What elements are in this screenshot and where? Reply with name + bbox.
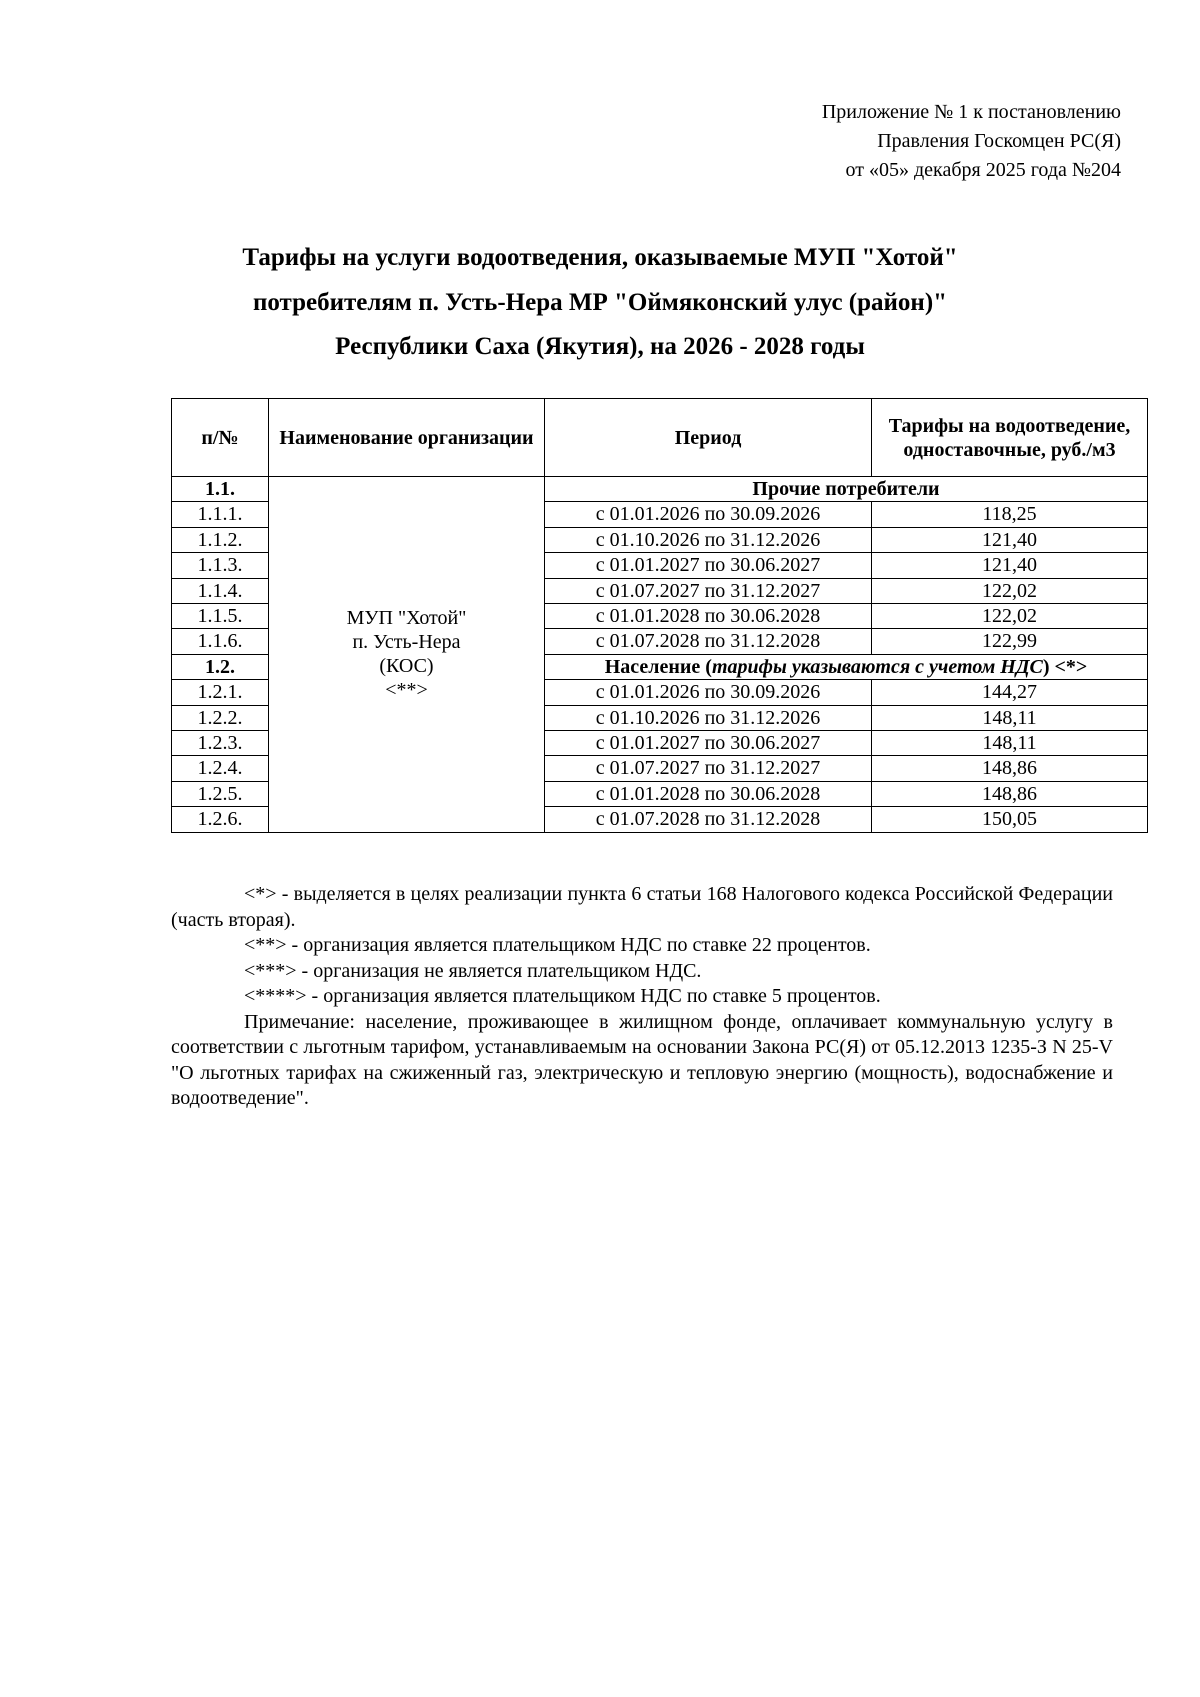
row-num: 1.2.3. [172, 731, 269, 756]
group-label: Прочие потребители [545, 477, 1148, 502]
group-label [545, 654, 1148, 679]
row-value: 122,02 [872, 604, 1148, 629]
row-value: 121,40 [872, 527, 1148, 552]
footnotes [171, 882, 1113, 1112]
row-num: 1.1.3. [172, 553, 269, 578]
row-num: 1.1.6. [172, 629, 269, 654]
row-period: с 01.01.2028 по 30.06.2028 [545, 781, 872, 806]
row-period: с 01.01.2026 по 30.09.2026 [545, 502, 872, 527]
row-num: 1.2.6. [172, 807, 269, 832]
row-period: с 01.01.2028 по 30.06.2028 [545, 604, 872, 629]
row-num: 1.1.1. [172, 502, 269, 527]
row-num: 1.2.1. [172, 680, 269, 705]
row-value: 122,99 [872, 629, 1148, 654]
row-num: 1.2.4. [172, 756, 269, 781]
group-label-end: ) <*> [1042, 655, 1088, 678]
row-value: 150,05 [872, 807, 1148, 832]
appendix-header [822, 98, 1121, 185]
row-value: 122,02 [872, 578, 1148, 603]
group-label-start: Население ( [604, 655, 712, 678]
row-value: 148,11 [872, 731, 1148, 756]
row-period: с 01.01.2027 по 30.06.2027 [545, 731, 872, 756]
row-num: 1.1.5. [172, 604, 269, 629]
title-line-1: Тарифы на услуги водоотведения, оказываемые МУП "Хотой" [242, 244, 958, 271]
appendix-line-1: Приложение № 1 к постановлению [821, 101, 1121, 123]
footnote-1: <*> - выделяется в целях реализации пункта 6 статьи 168 Налогового кодекса Российской Федерации (часть вторая). [171, 883, 1113, 931]
footnote-3: <***> - организация не является плательщиком НДС. [244, 959, 702, 982]
appendix-line-3: от «05» декабря 2025 года №204 [845, 159, 1121, 181]
footnote-4: <****> - организация является плательщиком НДС по ставке 5 процентов. [244, 985, 881, 1007]
row-period: с 01.07.2027 по 31.12.2027 [545, 578, 872, 603]
group-num: 1.2. [172, 654, 269, 679]
row-period: с 01.07.2028 по 31.12.2028 [545, 807, 872, 832]
org-line-4: <**> [385, 679, 428, 702]
group-label-italic: тарифы указываются с учетом НДС [711, 655, 1043, 678]
row-num: 1.1.2. [172, 527, 269, 552]
row-period: с 01.07.2027 по 31.12.2027 [545, 756, 872, 781]
org-line-1: МУП "Хотой" [346, 607, 467, 630]
title-line-2: потребителям п. Усть-Нера МР "Оймяконский улус (район)" [252, 288, 948, 316]
group-row-other [172, 477, 1148, 502]
appendix-line-2: Правления Госкомцен РС(Я) [877, 130, 1121, 152]
note-remark: Примечание: население, проживающее в жилищном фонде, оплачивает коммунальную услугу в соответствии с льготным тарифом, устанавливаемым на основании Закона РС(Я) от 05.12.2013 1235-З N 25-V "О льготных тарифах на сжиженный газ, электрическую и тепловую энергию (мощность), водоснабжение и водоотведение". [171, 1010, 1113, 1109]
row-value: 121,40 [872, 553, 1148, 578]
row-period: с 01.10.2026 по 31.12.2026 [545, 527, 872, 552]
row-num: 1.2.2. [172, 705, 269, 730]
row-value: 144,27 [872, 680, 1148, 705]
row-num: 1.1.4. [172, 578, 269, 603]
row-period: с 01.07.2028 по 31.12.2028 [545, 629, 872, 654]
document-title [100, 236, 1100, 370]
row-period: с 01.10.2026 по 31.12.2026 [545, 705, 872, 730]
org-line-3: (КОС) [379, 655, 434, 678]
header-org: Наименование организации [269, 399, 545, 477]
row-value: 148,11 [872, 705, 1148, 730]
row-value: 148,86 [872, 756, 1148, 781]
org-cell [269, 477, 545, 833]
group-num: 1.1. [172, 477, 269, 502]
org-line-2: п. Усть-Нера [352, 631, 461, 654]
header-num: п/№ [172, 399, 269, 477]
row-value: 148,86 [872, 781, 1148, 806]
row-period: с 01.01.2027 по 30.06.2027 [545, 553, 872, 578]
footnote-2: <**> - организация является плательщиком НДС по ставке 22 процентов. [244, 934, 871, 956]
tariff-table [171, 398, 1148, 833]
row-value: 118,25 [872, 502, 1148, 527]
row-num: 1.2.5. [172, 781, 269, 806]
header-tariff: Тарифы на водоотведение, одноставочные, руб./м3 [872, 399, 1148, 477]
header-period: Период [545, 399, 872, 477]
row-period: с 01.01.2026 по 30.09.2026 [545, 680, 872, 705]
title-line-3: Республики Саха (Якутия), на 2026 - 2028 годы [335, 333, 865, 360]
table-header-row [172, 399, 1148, 477]
